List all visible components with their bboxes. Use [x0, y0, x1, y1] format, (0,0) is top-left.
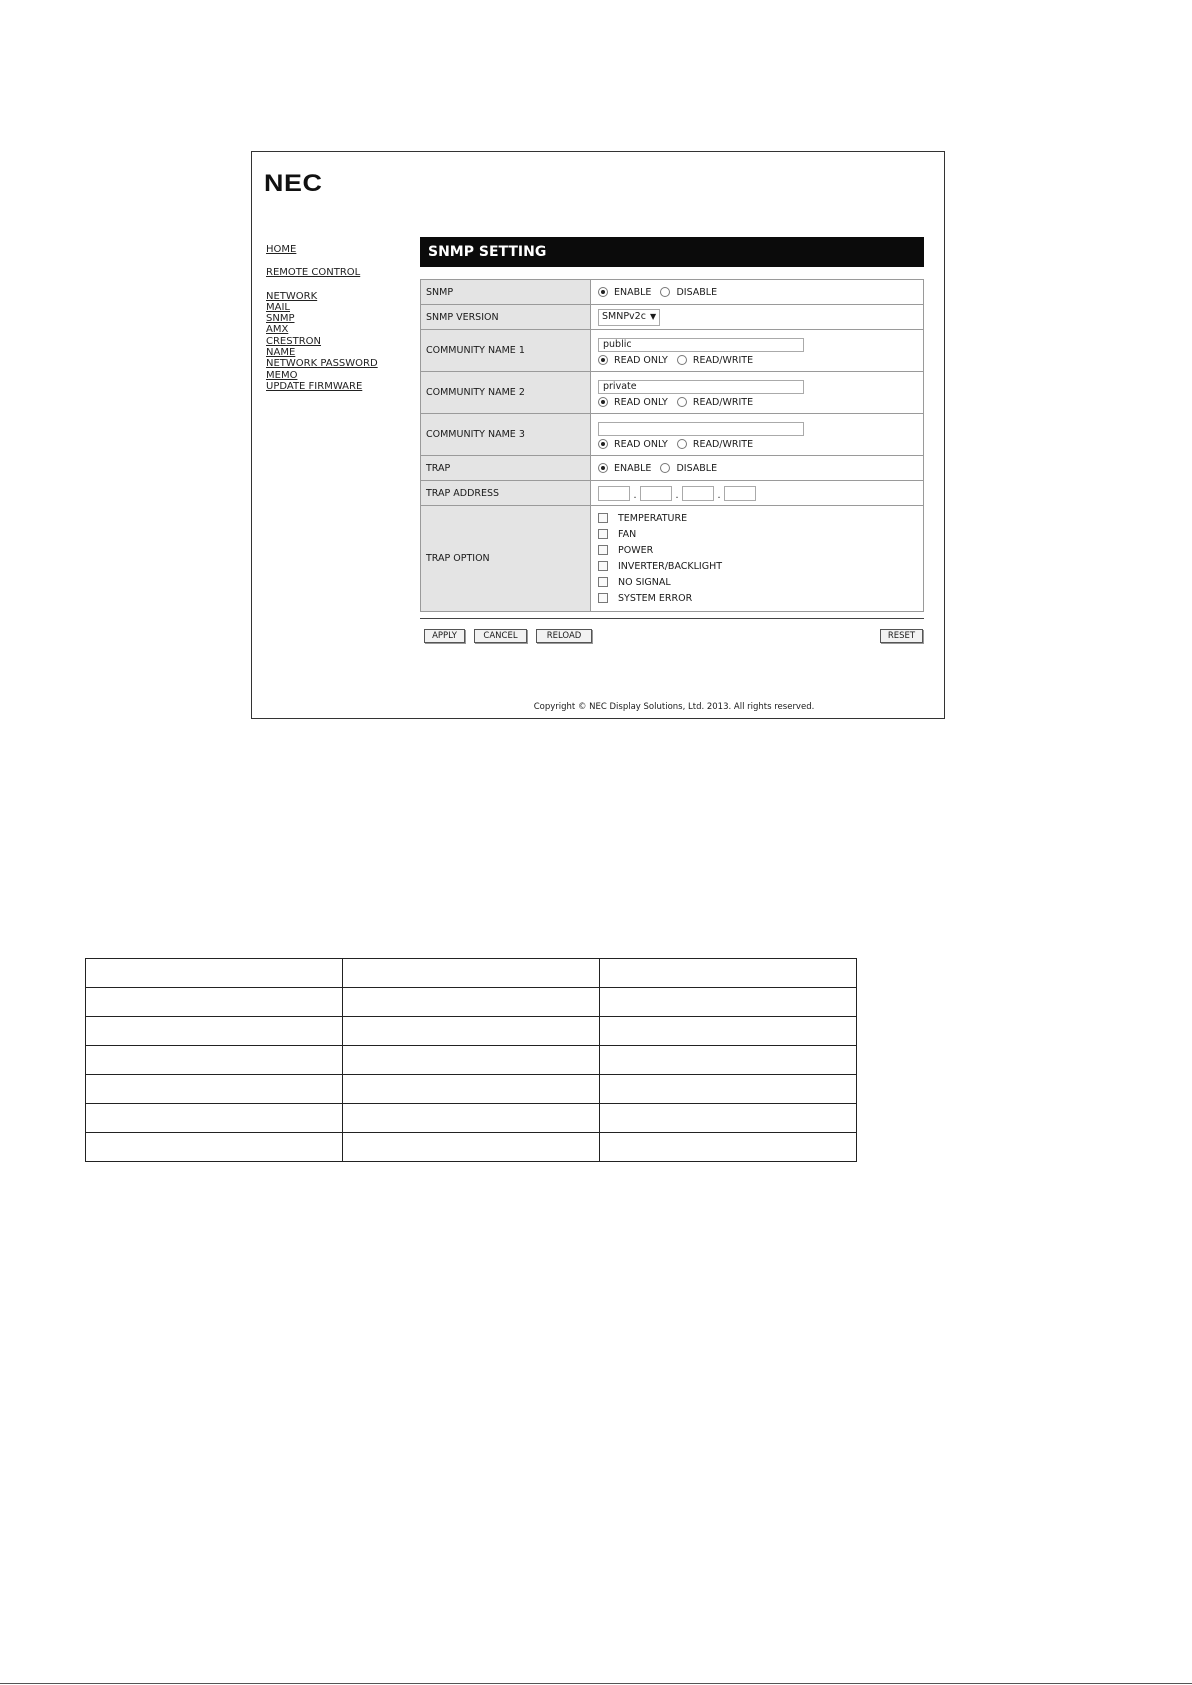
community2-row	[421, 372, 924, 414]
main-content	[420, 237, 924, 653]
no-signal-checkbox[interactable]	[598, 577, 608, 587]
table-cell	[86, 988, 343, 1017]
trap-address-value	[591, 481, 924, 506]
table-cell	[600, 959, 857, 988]
trap-disable-radio[interactable]	[660, 463, 670, 473]
temperature-label: TEMPERATURE	[618, 512, 688, 524]
table-cell	[600, 1017, 857, 1046]
trap-option-temperature	[598, 511, 923, 527]
nav-memo-link[interactable]: MEMO	[266, 369, 298, 381]
empty-table	[85, 958, 857, 1162]
community1-read-write-label: READ/WRITE	[692, 354, 754, 366]
power-checkbox[interactable]	[598, 545, 608, 555]
nav-crestron-link[interactable]: CRESTRON	[266, 335, 322, 347]
copyright-text: Copyright © NEC Display Solutions, Ltd. 2013. All rights reserved.	[533, 702, 815, 712]
apply-button[interactable]: APPLY	[424, 629, 465, 643]
table-cell	[86, 1104, 343, 1133]
community3-input[interactable]	[598, 422, 804, 436]
trap-address-octet-1[interactable]	[598, 486, 630, 501]
trap-value	[591, 456, 924, 481]
fan-label: FAN	[618, 528, 637, 540]
table-cell	[343, 1075, 600, 1104]
community2-read-only-label: READ ONLY	[614, 396, 668, 408]
no-signal-label: NO SIGNAL	[618, 576, 671, 588]
ip-separator: .	[717, 489, 721, 501]
trap-option-power	[598, 543, 923, 559]
community2-read-write-radio[interactable]	[677, 397, 687, 407]
snmp-version-select[interactable]	[598, 309, 660, 326]
reload-button[interactable]: RELOAD	[536, 629, 592, 643]
table-cell	[600, 1104, 857, 1133]
snmp-label: SNMP	[421, 280, 591, 305]
table-cell	[343, 1017, 600, 1046]
page-bottom-rule	[0, 1683, 1192, 1684]
table-row	[86, 1017, 857, 1046]
system-error-checkbox[interactable]	[598, 593, 608, 603]
table-cell	[86, 1075, 343, 1104]
nav-amx-link[interactable]: AMX	[266, 324, 289, 336]
community1-row	[421, 330, 924, 372]
nec-logo: NEC	[264, 170, 323, 197]
trap-address-row	[421, 481, 924, 506]
table-cell	[343, 1133, 600, 1162]
table-cell	[86, 959, 343, 988]
nav-snmp-link[interactable]: SNMP	[266, 313, 295, 325]
snmp-row	[421, 280, 924, 305]
cancel-button[interactable]: CANCEL	[474, 629, 527, 643]
snmp-disable-radio[interactable]	[660, 287, 670, 297]
community1-value	[591, 330, 924, 372]
trap-option-label: TRAP OPTION	[421, 506, 591, 612]
community2-label: COMMUNITY NAME 2	[421, 372, 591, 414]
community3-value	[591, 414, 924, 456]
snmp-version-value	[591, 305, 924, 330]
trap-address-octet-4[interactable]	[724, 486, 756, 501]
nav-network-password-link[interactable]: NETWORK PASSWORD	[266, 358, 378, 370]
community3-row	[421, 414, 924, 456]
trap-option-system-error	[598, 591, 923, 607]
table-row	[86, 988, 857, 1017]
community2-value	[591, 372, 924, 414]
community1-read-write-radio[interactable]	[677, 355, 687, 365]
community1-label: COMMUNITY NAME 1	[421, 330, 591, 372]
community3-read-write-radio[interactable]	[677, 439, 687, 449]
nav-home-link[interactable]: HOME	[266, 244, 297, 255]
inverter-backlight-checkbox[interactable]	[598, 561, 608, 571]
trap-option-no-signal	[598, 575, 923, 591]
community3-read-only-radio[interactable]	[598, 439, 608, 449]
table-cell	[86, 1133, 343, 1162]
table-cell	[600, 1133, 857, 1162]
trap-label: TRAP	[421, 456, 591, 481]
table-cell	[343, 1046, 600, 1075]
table-cell	[343, 1104, 600, 1133]
trap-option-value	[591, 506, 924, 612]
chevron-down-icon: ▼	[649, 311, 657, 321]
table-cell	[343, 959, 600, 988]
trap-enable-label: ENABLE	[614, 462, 652, 474]
community2-read-write-label: READ/WRITE	[692, 396, 754, 408]
page-title: SNMP SETTING	[420, 237, 924, 267]
inverter-backlight-label: INVERTER/BACKLIGHT	[618, 560, 723, 572]
community2-read-only-radio[interactable]	[598, 397, 608, 407]
trap-disable-label: DISABLE	[676, 462, 718, 474]
community3-read-write-label: READ/WRITE	[692, 438, 754, 450]
snmp-version-selected: SMNPv2c	[602, 310, 646, 322]
table-cell	[600, 1075, 857, 1104]
community3-read-only-label: READ ONLY	[614, 438, 668, 450]
snmp-enable-radio[interactable]	[598, 287, 608, 297]
fan-checkbox[interactable]	[598, 529, 608, 539]
community2-input[interactable]: private	[598, 380, 804, 394]
trap-option-inverter	[598, 559, 923, 575]
table-cell	[600, 988, 857, 1017]
table-row	[86, 1046, 857, 1075]
ip-separator: .	[633, 489, 637, 501]
table-cell	[86, 1017, 343, 1046]
table-row	[86, 1075, 857, 1104]
table-row	[86, 1133, 857, 1162]
table-cell	[86, 1046, 343, 1075]
table-cell	[343, 988, 600, 1017]
snmp-settings-table	[420, 279, 924, 612]
trap-row	[421, 456, 924, 481]
nav-remote-control-link[interactable]: REMOTE CONTROL	[266, 267, 361, 279]
temperature-checkbox[interactable]	[598, 513, 608, 523]
community1-read-only-label: READ ONLY	[614, 354, 668, 366]
trap-option-fan	[598, 527, 923, 543]
ip-separator: .	[675, 489, 679, 501]
trap-enable-radio[interactable]	[598, 463, 608, 473]
sidebar-nav	[266, 244, 378, 392]
community1-read-only-radio[interactable]	[598, 355, 608, 365]
snmp-version-label: SNMP VERSION	[421, 305, 591, 330]
nav-name-link[interactable]: NAME	[266, 347, 296, 359]
trap-address-octet-3[interactable]	[682, 486, 714, 501]
snmp-version-row	[421, 305, 924, 330]
snmp-value	[591, 280, 924, 305]
trap-address-octet-2[interactable]	[640, 486, 672, 501]
snmp-disable-label: DISABLE	[676, 286, 718, 298]
table-row	[86, 959, 857, 988]
divider	[420, 618, 924, 619]
browser-frame	[251, 151, 945, 719]
button-row	[420, 629, 924, 653]
nav-update-firmware-link[interactable]: UPDATE FIRMWARE	[266, 380, 363, 392]
nav-mail-link[interactable]: MAIL	[266, 301, 290, 313]
community1-input[interactable]: public	[598, 338, 804, 352]
system-error-label: SYSTEM ERROR	[618, 592, 693, 604]
reset-button[interactable]: RESET	[880, 629, 923, 643]
nav-network-link[interactable]: NETWORK	[266, 290, 318, 302]
snmp-enable-label: ENABLE	[614, 286, 652, 298]
community3-label: COMMUNITY NAME 3	[421, 414, 591, 456]
table-cell	[600, 1046, 857, 1075]
trap-option-row	[421, 506, 924, 612]
trap-address-label: TRAP ADDRESS	[421, 481, 591, 506]
table-row	[86, 1104, 857, 1133]
power-label: POWER	[618, 544, 654, 556]
